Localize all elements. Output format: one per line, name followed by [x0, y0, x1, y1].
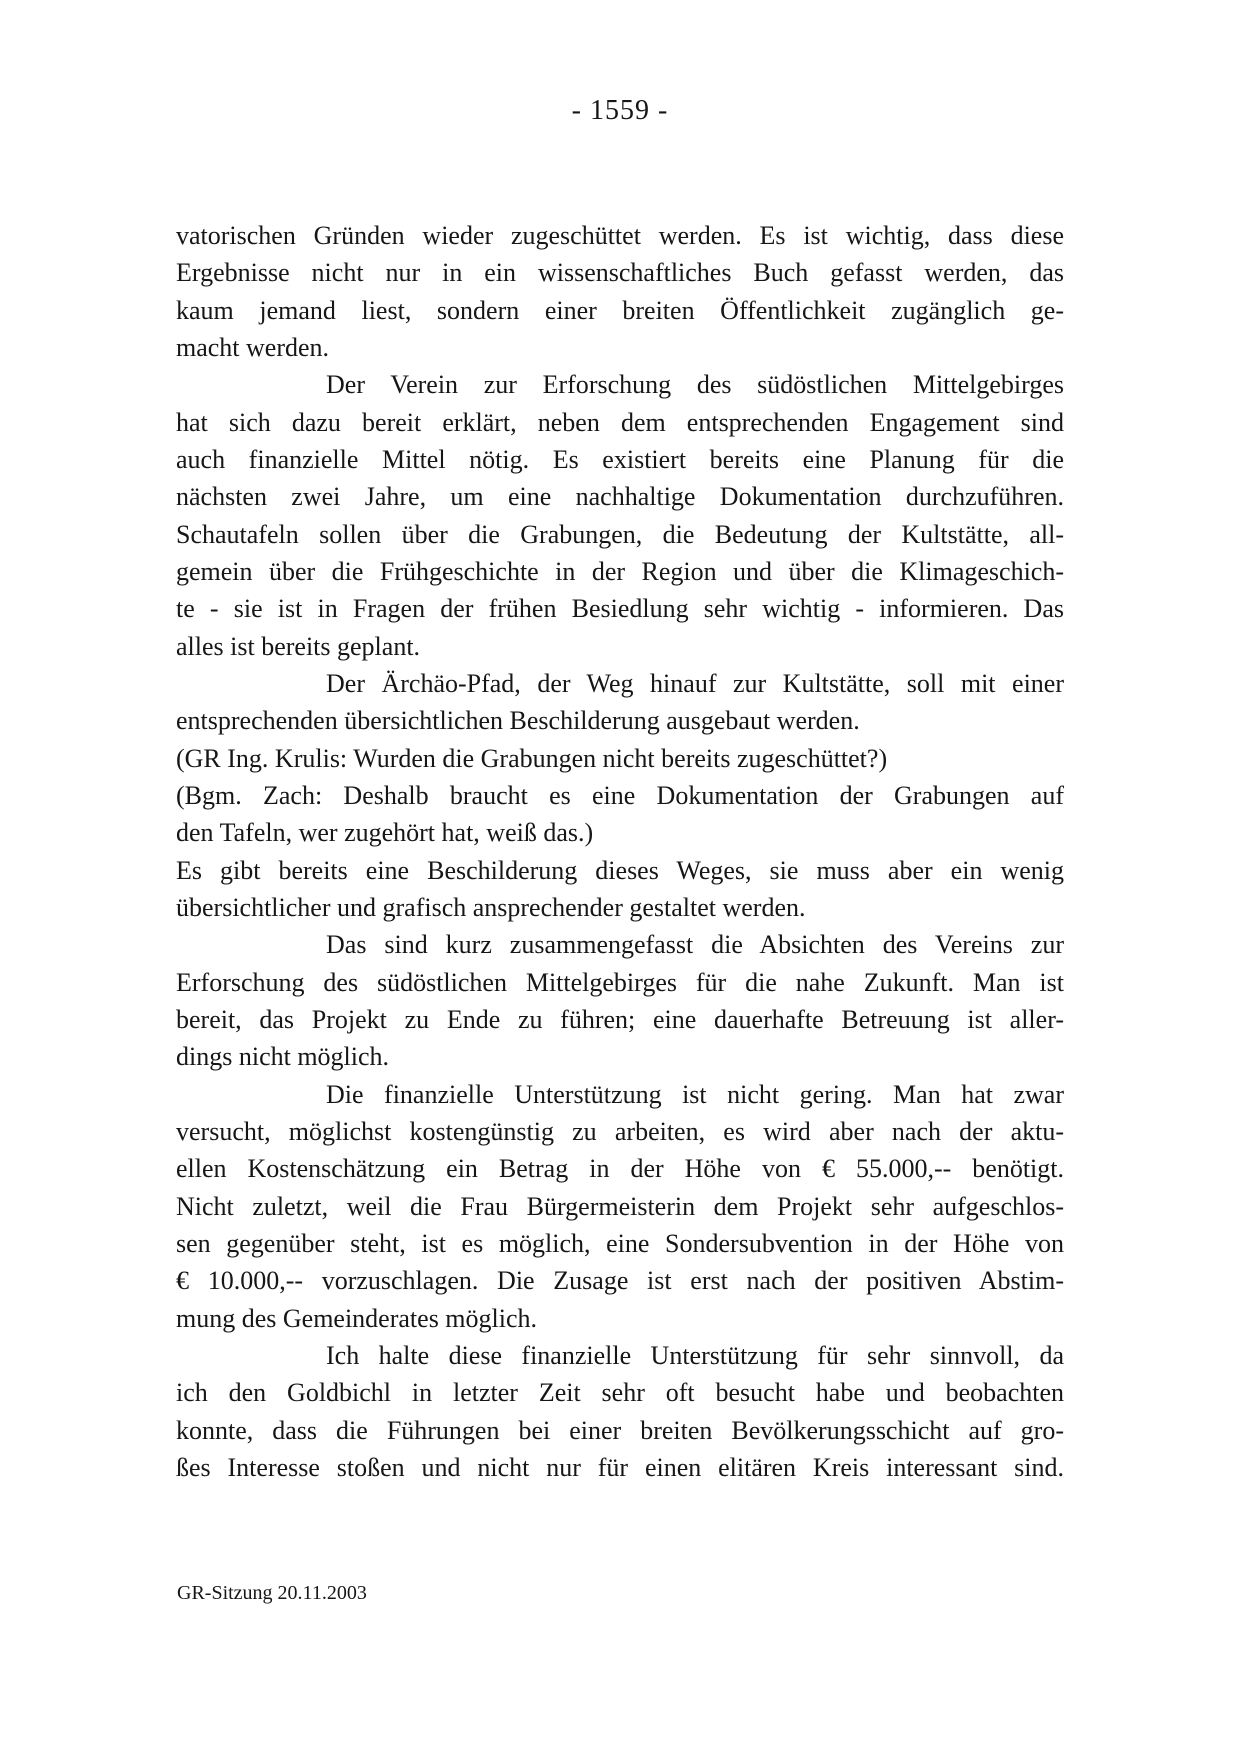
text-line: versucht, möglichst kostengünstig zu arbeiten, es wird aber nach der aktu- [176, 1116, 1064, 1146]
text-line: dings nicht möglich. [176, 1042, 390, 1072]
text-line: konnte, dass die Führungen bei einer breiten Bevölkerungsschicht auf gro- [176, 1415, 1064, 1445]
body-text [176, 217, 1064, 1486]
text-line: Die finanzielle Unterstützung ist nicht gering. Man hat zwar [326, 1079, 1064, 1109]
text-line: Ich halte diese finanzielle Unterstützung für sehr sinnvoll, da [326, 1340, 1064, 1370]
text-line: ich den Goldbichl in letzter Zeit sehr oft besucht habe und beobachten [176, 1378, 1064, 1408]
text-line: macht werden. [176, 332, 330, 362]
text-line: hat sich dazu bereit erklärt, neben dem entsprechenden Engagement sind [176, 407, 1064, 437]
footer-session-label: GR-Sitzung 20.11.2003 [177, 1582, 367, 1604]
text-line: vatorischen Gründen wieder zugeschüttet werden. Es ist wichtig, dass diese [176, 221, 1064, 250]
page-number: - 1559 - [571, 95, 669, 126]
text-line: Schautafeln sollen über die Grabungen, die Bedeutung der Kultstätte, all- [176, 519, 1064, 549]
text-line: Erforschung des südöstlichen Mittelgebirges für die nahe Zukunft. Man ist [176, 967, 1064, 997]
text-line: ßes Interesse stoßen und nicht nur für einen elitären Kreis interessant sind. [176, 1452, 1064, 1482]
text-line: € 10.000,-- vorzuschlagen. Die Zusage ist erst nach der positiven Abstim- [176, 1266, 1064, 1296]
text-line: te - sie ist in Fragen der frühen Besiedlung sehr wichtig - informieren. Das [176, 594, 1064, 624]
text-line: auch finanzielle Mittel nötig. Es existiert bereits eine Planung für die [176, 444, 1064, 474]
text-line: Es gibt bereits eine Beschilderung dieses Weges, sie muss aber ein wenig [176, 855, 1064, 885]
text-line: Das sind kurz zusammengefasst die Absichten des Vereins zur [326, 930, 1064, 960]
text-line: gemein über die Frühgeschichte in der Region und über die Klimageschich- [176, 556, 1064, 586]
text-line: kaum jemand liest, sondern einer breiten Öffentlichkeit zugänglich ge- [176, 295, 1064, 325]
text-line: Nicht zuletzt, weil die Frau Bürgermeisterin dem Projekt sehr aufgeschlos- [176, 1191, 1064, 1221]
text-line: mung des Gemeinderates möglich. [176, 1303, 538, 1333]
text-line: (Bgm. Zach: Deshalb braucht es eine Dokumentation der Grabungen auf [176, 780, 1064, 810]
text-line: nächsten zwei Jahre, um eine nachhaltige Dokumentation durchzuführen. [176, 482, 1064, 512]
text-line: ellen Kostenschätzung ein Betrag in der Höhe von € 55.000,-- benötigt. [176, 1154, 1064, 1184]
text-line: Der Verein zur Erforschung des südöstlichen Mittelgebirges [326, 370, 1064, 400]
text-line: Ergebnisse nicht nur in ein wissenschaftliches Buch gefasst werden, das [176, 258, 1064, 288]
text-line: übersichtlicher und grafisch ansprechender gestaltet werden. [176, 892, 806, 922]
text-line: alles ist bereits geplant. [176, 631, 421, 661]
text-line: (GR Ing. Krulis: Wurden die Grabungen nicht bereits zugeschüttet?) [176, 743, 888, 773]
text-line: entsprechenden übersichtlichen Beschilderung ausgebaut werden. [176, 706, 860, 736]
text-line: sen gegenüber steht, ist es möglich, eine Sondersubvention in der Höhe von [176, 1228, 1064, 1258]
text-line: bereit, das Projekt zu Ende zu führen; eine dauerhafte Betreuung ist aller- [176, 1004, 1064, 1034]
text-line: den Tafeln, wer zugehört hat, weiß das.) [176, 818, 594, 848]
text-line: Der Ärchäo-Pfad, der Weg hinauf zur Kultstätte, soll mit einer [326, 668, 1064, 698]
